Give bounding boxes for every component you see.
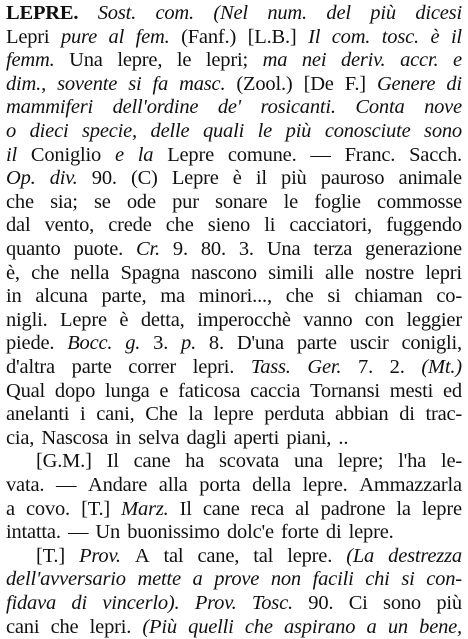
text-line [6,167,462,190]
entry-word: nostre [365,261,414,284]
entry-word: Ger. [307,356,342,378]
entry-word: di [325,521,342,544]
entry-word: dopo [54,379,96,402]
entry-word: che [165,214,194,237]
entry-word: dal [6,214,31,237]
entry-word: dicesi [415,2,462,24]
entry-word: sono [424,120,462,142]
entry-word: cane [133,450,171,473]
entry-word: foglie [314,190,361,213]
entry-word: il [255,167,267,190]
entry-word: il [450,25,462,48]
entry-word: quanto [6,238,61,260]
entry-word: piede. [6,332,55,355]
entry-word: Il [179,497,192,520]
entry-word: fem. [135,25,170,48]
entry-word: div. [49,167,78,190]
entry-word: generazione [365,238,462,260]
entry-word: Spagna [120,261,180,284]
entry-word: sieno [207,214,251,237]
entry-word: che [244,615,273,638]
entry-word: la [137,143,154,166]
entry-word: cia, [6,426,35,449]
entry-word: un [387,615,408,638]
entry-word: facili [312,568,354,591]
entry-word: anelanti [6,403,70,426]
entry-word: F.] [344,72,366,95]
entry-word: selva [138,426,180,449]
entry-word: si [128,72,142,95]
text-line [36,450,462,473]
entry-word: che [285,285,314,308]
entry-word: rosicanti. [260,96,336,119]
entry-word: Ci [348,592,368,614]
entry-word: dell'ordine [112,96,199,119]
entry-word: di [399,403,415,426]
entry-word: lepre [213,403,254,426]
entry-word: leggier [406,308,462,331]
entry-word: [T.] [81,497,111,520]
entry-word: lepre; [337,450,384,473]
entry-word: dolc'e [226,521,274,544]
entry-word: dim., [6,72,47,95]
entry-word: Sacch. [409,143,462,166]
entry-word: l'ha [398,450,427,473]
entry-word: fidava [6,592,57,614]
text-line [6,403,462,426]
entry-word: Il [308,25,321,48]
entry-word: Tornansi [310,379,380,402]
entry-word: abbian [335,403,389,426]
entry-word: è, [6,261,20,284]
entry-word: cani, [96,403,135,426]
entry-word: specie, [82,120,137,142]
text-line [6,521,462,544]
entry-word: lepre, [117,49,163,72]
entry-word: intatta. [6,521,61,544]
entry-word: della [252,474,291,496]
entry-word: (Fanf.) [181,25,237,48]
entry-word: con- [426,568,462,591]
entry-word: Genere [376,72,436,95]
entry-word: correr [128,356,177,378]
entry-word: con [364,308,394,331]
entry-word: i [80,403,86,426]
entry-word: uscir [349,332,389,355]
entry-word: tal [253,544,274,567]
entry-word: dell'avversario [6,568,126,591]
entry-word: .. [338,426,349,449]
entry-word: simili [268,261,314,284]
entry-word: g. [125,332,141,355]
entry-word: sovente [57,72,118,95]
entry-word: com. [331,25,371,48]
headword: LEPRE. [6,2,79,24]
entry-word: dieci [29,120,69,142]
entry-word: la [188,403,203,426]
entry-word: lepre. [348,521,394,544]
entry-word: più [281,167,307,190]
entry-word: puote. [73,238,124,260]
entry-word: de' [217,96,241,119]
entry-word: chi [365,568,390,591]
entry-word: vata. [6,474,45,496]
entry-word: a [366,615,377,638]
entry-word: sia; [50,190,78,213]
entry-word: forte [281,521,319,544]
entry-word: in [115,426,132,449]
entry-word: che [6,190,34,213]
entry-word: 90. [91,167,117,190]
entry-word: accr. [400,49,439,72]
entry-word: aperti [233,426,280,449]
text-line [6,2,462,25]
entry-word: le [257,120,273,142]
entry-word: porta [199,474,241,496]
entry-word: d'altra [6,356,55,378]
entry-word: più [436,592,462,614]
entry-word: cacciatori, [289,214,372,237]
entry-word: [De [303,72,334,95]
entry-word: (La [346,544,375,567]
entry-word: Il [106,450,119,473]
entry-word: quelli [188,615,234,638]
entry-word: Tass. [250,356,291,378]
entry-word: e [159,379,169,402]
entry-word: è [430,25,440,48]
entry-word: il [6,143,17,166]
entry-word: che [31,261,60,284]
entry-word: animale [398,167,462,190]
entry-word: al [295,497,310,520]
entry-word: dagli [186,426,227,449]
entry-word: vanno [303,308,353,331]
entry-word: quali [202,120,245,142]
entry-word: caccia [250,379,301,402]
entry-word: lepre [421,497,462,520]
entry-word: ma [160,285,185,308]
text-line [6,309,462,332]
entry-word: le [176,49,192,72]
entry-word: Una [266,238,301,260]
entry-word: — [310,143,331,166]
entry-word: Marz. [121,497,169,520]
entry-word: mesti [389,379,434,402]
entry-word: crede [108,214,152,237]
entry-word: Cr. [136,238,160,260]
text-line [6,592,462,615]
entry-word: del [326,2,351,24]
entry-word: vincerlo). [102,592,180,614]
entry-word: buonissimo [127,521,220,544]
entry-word: nove [424,96,462,119]
text-line [36,545,462,568]
entry-word: la [396,497,411,520]
entry-word: cani [6,615,40,638]
entry-word: chiaman [354,285,423,308]
entry-word: (Mt.) [421,356,462,378]
entry-word: sonare [215,190,268,213]
entry-word: Prov. [194,592,237,614]
entry-word: ode [126,190,156,213]
entry-word: in [6,285,22,308]
text-line [6,616,462,639]
text-line [6,332,462,355]
entry-word: nella [70,261,110,284]
entry-word: alcuna [35,285,88,308]
entry-word: ha [185,450,205,473]
entry-word: più [285,120,312,142]
entry-word: faticosa [178,379,241,402]
text-line [6,191,462,214]
entry-word: se [93,190,111,213]
entry-word: comune. [227,143,297,166]
entry-word: destrezza [388,544,462,567]
entry-word: delle [150,120,190,142]
entry-word: femm. [6,49,55,72]
entry-word: sono [383,592,421,614]
entry-word: — [67,521,89,544]
entry-word: pur [172,190,199,213]
entry-word: Lepre [171,167,219,190]
entry-word: Bocc. [67,332,113,355]
entry-word: imperocchè [197,308,291,331]
entry-word: di [71,592,87,614]
text-line [6,285,462,308]
entry-word: parte [71,356,112,378]
text-line [6,474,462,497]
entry-word: lepri; [205,49,248,72]
entry-word: Sost. [97,2,137,24]
entry-word: lepre. [302,474,348,496]
entry-word: Lepre [167,143,214,166]
entry-word: conosciute [324,120,411,142]
text-line [6,427,462,450]
entry-word: lunga [104,379,150,402]
entry-word: — [55,474,77,496]
entry-word: terza [313,238,353,260]
entry-word: ed [443,379,462,402]
entry-word: è [232,167,242,190]
entry-word: 7. [358,356,373,378]
entry-word: (Nel [213,2,248,24]
entry-word: mammiferi [6,96,94,119]
entry-word: Coniglio [30,143,102,166]
entry-word: trac- [425,403,462,426]
entry-word: 9. [172,238,188,260]
entry-word: A [134,544,150,567]
entry-word: nei [301,49,327,72]
entry-word: bene, [419,615,462,638]
entry-word: si [327,285,341,308]
entry-word: mette [137,568,181,591]
entry-word: Op. [6,167,36,190]
entry-word: Un [95,521,121,544]
entry-word: cane, [197,544,240,567]
entry-word: tosc. [381,25,419,48]
entry-word: Andare [87,474,148,496]
entry-word: non [270,568,301,591]
entry-word: piani, [286,426,332,449]
entry-word: più [370,2,396,24]
entry-word: Tosc. [251,592,293,614]
entry-word: e [453,49,462,72]
entry-word: padrone [320,497,386,520]
entry-word: (C) [130,167,158,190]
entry-word: prove [214,568,260,591]
entry-word: alla [158,474,188,496]
entry-word: lepri. [89,615,132,638]
entry-word: a [192,568,203,591]
entry-word: Lepri [6,25,50,48]
entry-word: a [6,497,15,520]
entry-word: cane [202,497,240,520]
entry-word: Qual [6,379,46,402]
entry-word: le [283,190,298,213]
entry-word: nigli. [6,308,48,331]
entry-word: 2. [389,356,405,378]
entry-word: reca [250,497,285,520]
entry-word: detta, [140,308,185,331]
entry-word: si [401,568,415,591]
text-line [6,120,462,143]
text-line [6,73,462,96]
entry-word: num. [267,2,307,24]
entry-word: 3. [238,238,254,260]
entry-word: 90. [308,592,334,614]
entry-word: p. [181,332,197,355]
text-line [6,49,462,72]
entry-word: Nascosa [41,426,109,449]
entry-word: [G.M.] [36,450,92,473]
entry-word: minori..., [198,285,272,308]
text-line [6,96,462,119]
entry-word: pauroso [320,167,385,190]
entry-word: di [446,72,462,95]
entry-word: lepri. [192,356,235,378]
entry-word: tal [163,544,184,567]
entry-word: pure [60,25,97,48]
entry-word: alle [324,261,354,284]
entry-word: covo. [26,497,70,520]
entry-word: o [6,120,17,142]
entry-word: Ammazzarla [359,474,462,496]
entry-word: Franc. [344,143,396,166]
entry-word: deriv. [340,49,386,72]
entry-word: è [119,308,129,331]
entry-word: Che [145,403,178,426]
entry-word: ma [262,49,288,72]
entry-word: nascono [191,261,257,284]
entry-word: parte, [101,285,147,308]
entry-word: masc. [179,72,226,95]
entry-word: perduta [264,403,325,426]
entry-word: Una [69,49,103,72]
entry-word: [T.] [36,544,65,567]
entry-word: 8. [208,332,224,355]
text-line [6,380,462,403]
entry-word: fa [152,72,169,95]
entry-word: commosse [377,190,462,213]
entry-word: conigli, [401,332,462,355]
entry-word: al [108,25,125,48]
entry-word: una [293,450,323,473]
text-line [6,262,462,285]
entry-word: li [264,214,276,237]
entry-word: fuggendo [386,214,462,237]
entry-word: [L.B.] [247,25,297,48]
entry-word: le- [440,450,462,473]
entry-word: (Zool.) [236,72,293,95]
entry-word: aspirano [283,615,356,638]
entry-word: co- [436,285,462,308]
entry-word: com. [155,2,194,24]
text-line [6,238,462,261]
text-line [6,214,462,237]
entry-word: Conta [355,96,405,119]
entry-word: Prov. [79,544,121,567]
entry-word: lepri [425,261,462,284]
entry-word: Lepre [60,308,107,331]
text-line [6,568,462,591]
entry-word: che [50,615,79,638]
text-line [6,356,462,379]
entry-word: parte [296,332,337,355]
entry-word: scovata [219,450,280,473]
text-line [6,498,462,521]
entry-word: vento, [44,214,95,237]
entry-word: lepre. [287,544,333,567]
text-line [6,144,462,167]
entry-word: D'una [236,332,284,355]
entry-word: 80. [200,238,226,260]
entry-word: e [114,143,124,166]
entry-word: (Più [142,615,177,638]
text-line [6,26,462,49]
entry-word: 3. [153,332,169,355]
